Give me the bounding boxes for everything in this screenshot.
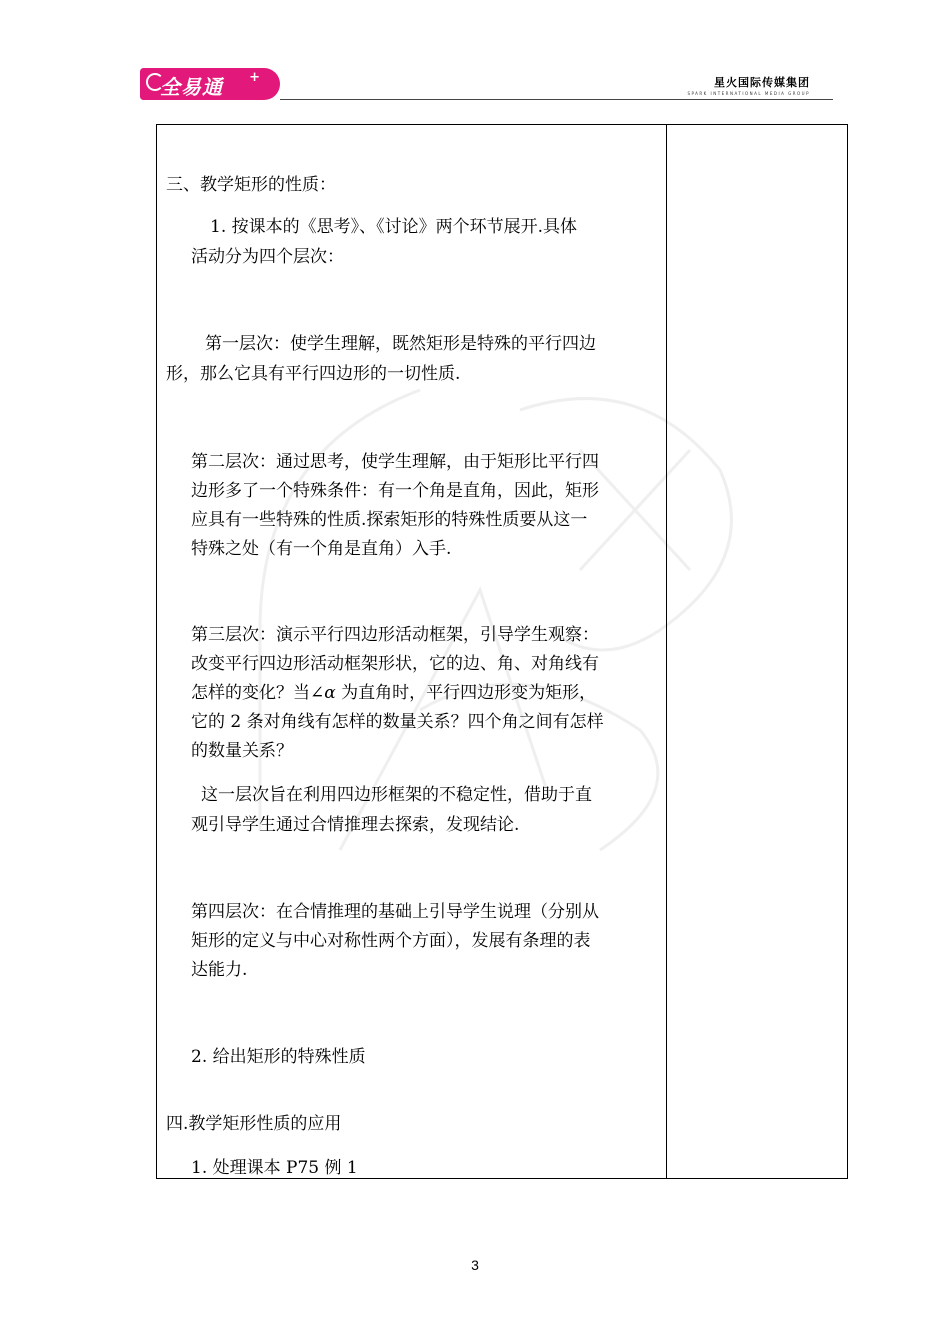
company-name-en: SPARK INTERNATIONAL MEDIA GROUP [687,91,810,96]
section3-title: 三、教学矩形的性质： [166,175,336,195]
level4-line1: 第四层次：在合情推理的基础上引导学生说理（分别从 [191,902,599,922]
level3-line1: 第三层次：演示平行四边形活动框架，引导学生观察： [191,625,599,645]
logo-plus-icon: + [249,70,260,85]
section4-item1: 1. 处理课本 P75 例 1 [191,1158,358,1178]
item2: 2. 给出矩形的特殊性质 [191,1047,366,1067]
level4-line3: 达能力. [191,960,248,980]
section4-title: 四.教学矩形性质的应用 [166,1114,342,1134]
company-name-cn: 星火国际传媒集团 [714,76,810,89]
level1-line1: 第一层次：使学生理解，既然矩形是特殊的平行四边 [205,334,596,354]
level2-line2: 边形多了一个特殊条件：有一个角是直角，因此，矩形 [191,481,599,501]
level3-line4: 它的 2 条对角线有怎样的数量关系？四个角之间有怎样 [191,712,604,732]
level4-line2: 矩形的定义与中心对称性两个方面），发展有条理的表 [191,931,591,951]
logo-text: 全易通 [160,75,223,99]
level2-line3: 应具有一些特殊的性质.探索矩形的特殊性质要从这一 [191,510,588,530]
level3-line3 [191,682,596,704]
level3-line2: 改变平行四边形活动框架形状，它的边、角、对角线有 [191,654,599,674]
item1-line1: 1. 按课本的《思考》、《讨论》两个环节展开.具体 [210,217,578,237]
item1-line2: 活动分为四个层次： [191,247,344,267]
level2-line4: 特殊之处（有一个角是直角）入手. [191,539,452,559]
page-number: 3 [471,1257,479,1273]
level3-line3-a: 怎样的变化？当∠ [191,683,325,703]
level3-note-line2: 观引导学生通过合情推理去探索，发现结论. [191,815,520,835]
level2-line1: 第二层次：通过思考，使学生理解，由于矩形比平行四 [191,452,599,472]
alpha-symbol: α [324,683,336,703]
level3-note-line1: 这一层次旨在利用四边形框架的不稳定性，借助于直 [201,785,592,805]
level3-line3-b: 为直角时，平行四边形变为矩形， [341,683,597,703]
level3-line5: 的数量关系？ [191,741,293,761]
level1-line2: 形，那么它具有平行四边形的一切性质. [166,364,461,384]
